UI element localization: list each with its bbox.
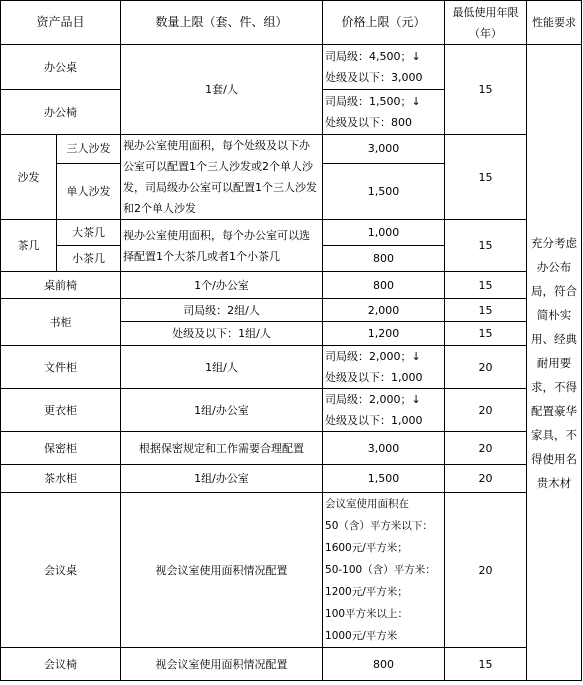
sofa-quantity: 视办公室使用面积，每个处级及以下办公室可以配置1个三人沙发或2个单人沙发，司局级办公室可以配置1个三人沙发和2个单人沙发 (121, 135, 323, 220)
meeting-table-years: 20 (445, 493, 527, 648)
meeting-table-price-line: 50-100（含）平方米： (325, 564, 436, 576)
wardrobe-price-line2: 处级及以下：1,000 (325, 414, 423, 427)
sofa-group: 沙发 (1, 135, 57, 220)
desk-price (323, 45, 445, 90)
meeting-table-price-line: 1200元/平方米； (325, 586, 408, 598)
table-row (1, 45, 582, 90)
safe-price: 3,000 (323, 432, 445, 465)
header-price-limit: 价格上限（元） (323, 1, 445, 45)
sofa-years: 15 (445, 135, 527, 220)
tea-cabinet-name: 茶水柜 (1, 465, 121, 493)
file-cabinet-years: 20 (445, 346, 527, 389)
table-row (1, 648, 582, 681)
bookcase-quantity-division: 处级及以下：1组/人 (121, 322, 323, 346)
file-cabinet-price-line1: 司局级：2,000；↓ (325, 350, 421, 363)
teatable-big-price: 1,000 (323, 220, 445, 246)
table-row (1, 346, 582, 389)
front-chair-quantity: 1个/办公室 (121, 272, 323, 299)
table-row (1, 493, 582, 648)
chair-price (323, 90, 445, 135)
chair-price-line1: 司局级：1,500；↓ (325, 95, 421, 108)
tea-cabinet-quantity: 1组/办公室 (121, 465, 323, 493)
meeting-chair-name: 会议椅 (1, 648, 121, 681)
meeting-chair-years: 15 (445, 648, 527, 681)
table-row (1, 135, 582, 164)
sofa-three-price: 3,000 (323, 135, 445, 164)
file-cabinet-price (323, 346, 445, 389)
bookcase-quantity-director: 司局级：2组/人 (121, 299, 323, 322)
table-row (1, 465, 582, 493)
teatable-small: 小茶几 (57, 246, 121, 272)
desk-price-line1: 司局级：4,500；↓ (325, 50, 421, 63)
file-cabinet-quantity: 1组/人 (121, 346, 323, 389)
chair-price-line2: 处级及以下：800 (325, 116, 413, 129)
meeting-table-price (323, 493, 445, 648)
wardrobe-price-line1: 司局级：2,000；↓ (325, 393, 421, 406)
wardrobe-price (323, 389, 445, 432)
sofa-three-seat: 三人沙发 (57, 135, 121, 164)
tea-cabinet-price: 1,500 (323, 465, 445, 493)
teatable-big: 大茶几 (57, 220, 121, 246)
meeting-chair-quantity: 视会议室使用面积情况配置 (121, 648, 323, 681)
table-row (1, 299, 582, 322)
desk-chair-years: 15 (445, 45, 527, 135)
front-chair-name: 桌前椅 (1, 272, 121, 299)
desk-price-line2: 处级及以下：3,000 (325, 71, 423, 84)
safe-quantity: 根据保密规定和工作需要合理配置 (121, 432, 323, 465)
front-chair-price: 800 (323, 272, 445, 299)
table-row (1, 389, 582, 432)
bookcase-years-division: 15 (445, 322, 527, 346)
front-chair-years: 15 (445, 272, 527, 299)
safe-name: 保密柜 (1, 432, 121, 465)
table-row (1, 272, 582, 299)
safe-years: 20 (445, 432, 527, 465)
header-quantity-limit: 数量上限（套、件、组） (121, 1, 323, 45)
wardrobe-quantity: 1组/办公室 (121, 389, 323, 432)
meeting-table-price-line: 会议室使用面积在 (325, 498, 410, 510)
meeting-table-price-line: 1600元/平方米； (325, 542, 408, 554)
tea-cabinet-years: 20 (445, 465, 527, 493)
sofa-single-price: 1,500 (323, 163, 445, 219)
bookcase-price-director: 2,000 (323, 299, 445, 322)
header-min-years: 最低使用年限（年） (445, 1, 527, 45)
teatable-small-price: 800 (323, 246, 445, 272)
file-cabinet-name: 文件柜 (1, 346, 121, 389)
meeting-table-price-line: 50（含）平方米以下： (325, 520, 433, 532)
teatable-group: 茶几 (1, 220, 57, 272)
wardrobe-years: 20 (445, 389, 527, 432)
teatable-quantity: 视办公室使用面积，每个办公室可以选择配置1个大茶几或者1个小茶几 (121, 220, 323, 272)
file-cabinet-price-line2: 处级及以下：1,000 (325, 371, 423, 384)
table-row (1, 432, 582, 465)
header-performance: 性能要求 (527, 1, 582, 45)
bookcase-price-division: 1,200 (323, 322, 445, 346)
table-header-row (1, 1, 582, 45)
sofa-single-seat: 单人沙发 (57, 163, 121, 219)
meeting-chair-price: 800 (323, 648, 445, 681)
wardrobe-name: 更衣柜 (1, 389, 121, 432)
meeting-table-name: 会议桌 (1, 493, 121, 648)
desk-chair-quantity: 1套/人 (121, 45, 323, 135)
meeting-table-price-line: 1000元/平方米 (325, 630, 398, 642)
performance-requirement: 充分考虑办公布局，符合简朴实用、经典耐用要求，不得配置豪华家具，不得使用名贵木材 (527, 45, 582, 681)
desk-name: 办公桌 (1, 45, 121, 90)
meeting-table-quantity: 视会议室使用面积情况配置 (121, 493, 323, 648)
table-row (1, 220, 582, 246)
bookcase-name: 书柜 (1, 299, 121, 346)
meeting-table-price-line: 100平方米以上： (325, 608, 409, 620)
bookcase-years-director: 15 (445, 299, 527, 322)
teatable-years: 15 (445, 220, 527, 272)
header-asset-item: 资产品目 (1, 1, 121, 45)
chair-name: 办公椅 (1, 90, 121, 135)
